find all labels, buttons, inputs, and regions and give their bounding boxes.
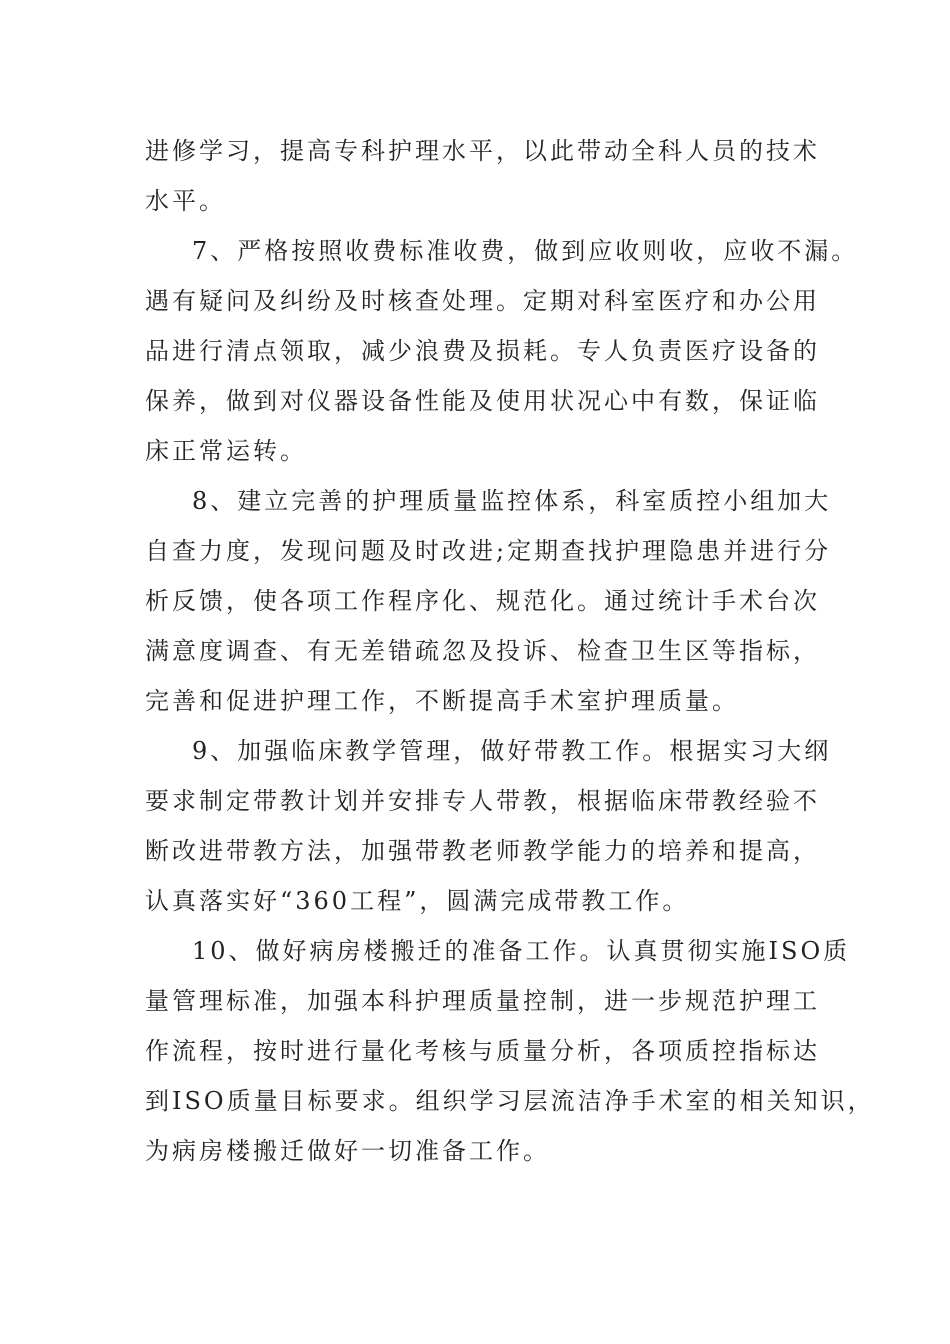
paragraph-9-first-line: 9、加强临床教学管理，做好带教工作。根据实习大纲 — [192, 737, 832, 765]
text-line: 断改进带教方法，加强带教老师教学能力的培养和提高， — [145, 837, 820, 865]
text-line: 水平。 — [145, 187, 226, 215]
text-line: 自查力度，发现问题及时改进;定期查找护理隐患并进行分 — [145, 537, 832, 565]
paragraph-10-first-line: 10、做好病房楼搬迁的准备工作。认真贯彻实施ISO质 — [192, 937, 851, 965]
text-line: 析反馈，使各项工作程序化、规范化。通过统计手术台次 — [145, 587, 820, 615]
text-line: 要求制定带教计划并安排专人带教，根据临床带教经验不 — [145, 787, 820, 815]
paragraph-7-first-line: 7、严格按照收费标准收费，做到应收则收，应收不漏。 — [192, 237, 859, 265]
text-line: 完善和促进护理工作，不断提高手术室护理质量。 — [145, 687, 739, 715]
text-line: 遇有疑问及纠纷及时核查处理。定期对科室医疗和办公用 — [145, 287, 820, 315]
text-line: 品进行清点领取，减少浪费及损耗。专人负责医疗设备的 — [145, 337, 820, 365]
text-line: 作流程，按时进行量化考核与质量分析，各项质控指标达 — [145, 1037, 820, 1065]
text-line: 为病房楼搬迁做好一切准备工作。 — [145, 1137, 550, 1165]
text-line: 保养，做到对仪器设备性能及使用状况心中有数，保证临 — [145, 387, 820, 415]
text-line: 认真落实好“360工程”，圆满完成带教工作。 — [145, 887, 690, 915]
text-line: 满意度调查、有无差错疏忽及投诉、检查卫生区等指标， — [145, 637, 820, 665]
paragraph-8-first-line: 8、建立完善的护理质量监控体系，科室质控小组加大 — [192, 487, 832, 515]
text-line: 量管理标准，加强本科护理质量控制，进一步规范护理工 — [145, 987, 820, 1015]
text-line: 到ISO质量目标要求。组织学习层流洁净手术室的相关知识， — [145, 1087, 875, 1115]
text-line: 进修学习，提高专科护理水平，以此带动全科人员的技术 — [145, 137, 820, 165]
text-line: 床正常运转。 — [145, 437, 307, 465]
